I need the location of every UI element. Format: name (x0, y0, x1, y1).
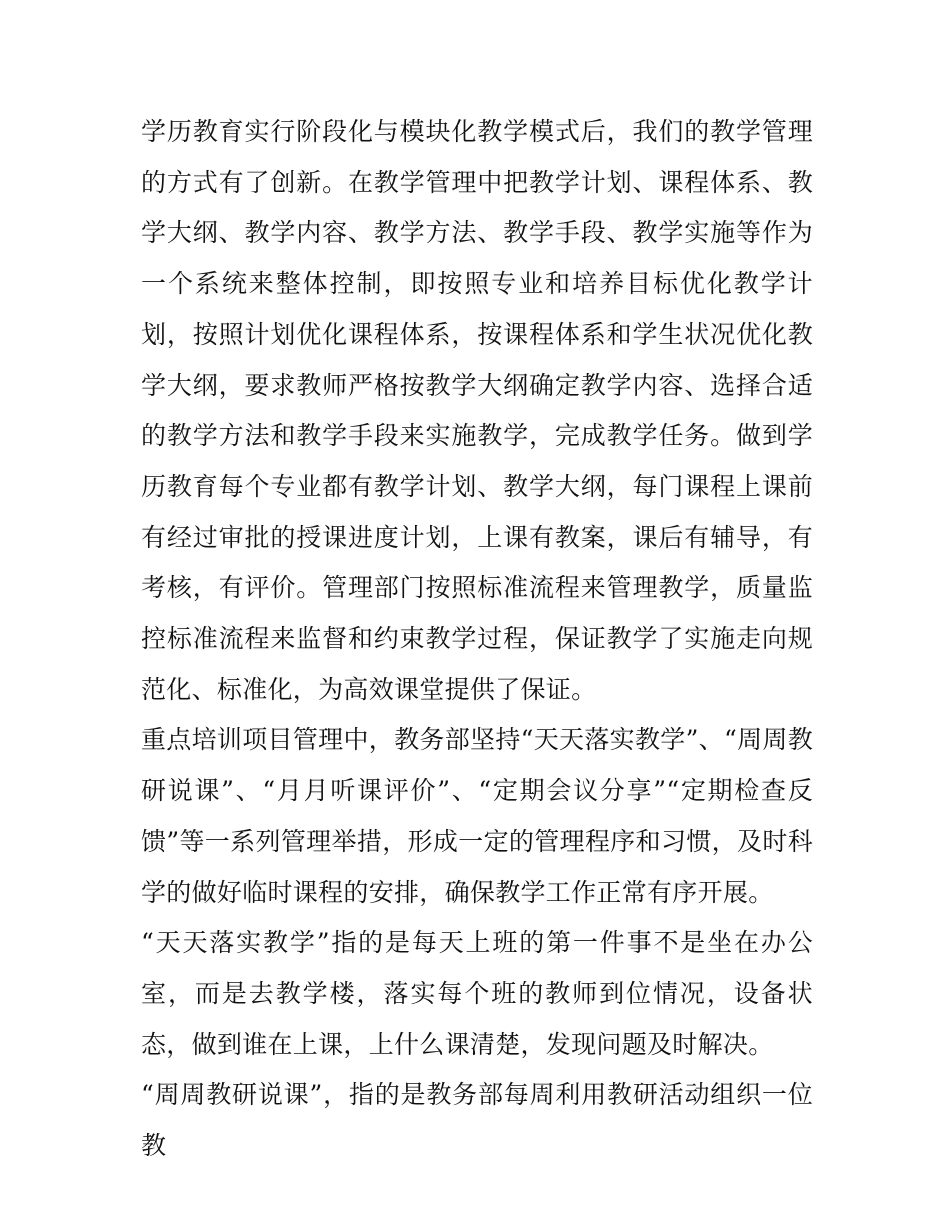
paragraph-teaching-management: 学历教育实行阶段化与模块化教学模式后，我们的教学管理的方式有了创新。在教学管理中把教学计划、课程体系、教学大纲、教学内容、教学方法、教学手段、教学实施等作为一个系统来整体控制，即按照专业和培养目标优化教学计划，按照计划优化课程体系，按课程体系和学生状况优化教学大纲，要求教师严格按教学大纲确定教学内容、选择合适的教学方法和教学手段来实施教学，完成教学任务。做到学历教育每个专业都有教学计划、教学大纲，每门课程上课前有经过审批的授课进度计划，上课有教案，课后有辅导，有考核，有评价。管理部门按照标准流程来管理教学，质量监控标准流程来监督和约束教学过程，保证教学了实施走向规范化、标准化，为高效课堂提供了保证。 (141, 117, 813, 704)
paragraph-key-training-projects: 重点培训项目管理中，教务部坚持“天天落实教学”、“周周教研说课”、“月月听课评价”、“定期会议分享”“定期检查反馈”等一系列管理举措，形成一定的管理程序和习惯，及时科学的做好临时课程的安排，确保教学工作正常有序开展。 (141, 725, 813, 907)
paragraph-weekly-lesson-presentation: “周周教研说课”，指的是教务部每周利用教研活动组织一位教 (141, 1080, 813, 1161)
document-body (141, 107, 813, 1172)
paragraph-daily-teaching-check: “天天落实教学”指的是每天上班的第一件事不是坐在办公室，而是去教学楼，落实每个班的教师到位情况，设备状态，做到谁在上课，上什么课清楚，发现问题及时解决。 (141, 928, 813, 1059)
